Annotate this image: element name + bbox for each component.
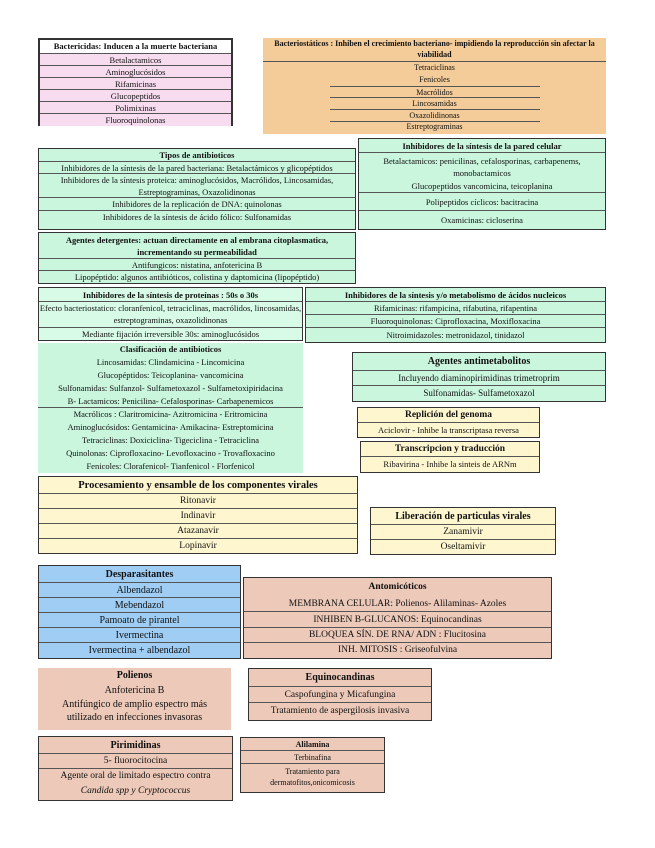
pared-title: Inhibidores de la síntesis de la pared celular — [359, 139, 605, 153]
list-item: Tetraciclinas — [414, 63, 455, 72]
list-item: Glucopeptidos — [40, 90, 231, 102]
list-item: 5- fluorocitocina — [39, 754, 232, 769]
list-item: Aminoglucósidos: Gentamicina- Amikacina- Estreptomicina — [67, 422, 274, 432]
bactericidas-table — [38, 38, 233, 126]
list-item: Lincosamidas: Clindamicina - Lincomicina — [96, 357, 245, 367]
list-item: Zanamivir — [371, 525, 555, 540]
list-item: Fenicoles — [419, 75, 450, 84]
list-item: Quinolonas: Ciprofloxacino- Levofloxacino - Trovafloxacino — [66, 448, 275, 458]
desparasitantes-table — [38, 565, 241, 659]
list-item: Caspofungina y Micafungina — [249, 687, 431, 703]
list-item: Estreptograminas — [406, 122, 463, 131]
list-item: Antifúngico de amplio espectro más utilizado en infecciones invasoras — [62, 699, 207, 723]
list-item: Rifamicinas — [40, 78, 231, 90]
list-item: Ribavirina - Inhibe la sinteis de ARNm — [383, 459, 517, 469]
list-item: Tratamiento de aspergilosis invasiva — [270, 706, 410, 716]
proteinas-table — [38, 287, 303, 341]
list-item: Fenicoles: Clorafenicol- Tianfenicol - Florfenicol — [86, 461, 255, 471]
transcripcion-title: Transcripcion y traducción — [361, 442, 539, 457]
list-item: MEMBRANA CELULAR: Polienos- Alilaminas- Azoles — [244, 596, 551, 612]
list-item: Oxamicinas: cicloserina — [441, 215, 523, 225]
list-item: Ivermectina — [39, 628, 240, 643]
list-item: Oxazolidinonas — [330, 110, 540, 122]
alilamina-title: Alilamina — [241, 738, 384, 751]
polienos-title: Polienos — [116, 670, 153, 681]
bacteriostaticos-title: Bacteriostáticos : Inhiben el crecimiento bacteriano- impidiendo la reproducción sin afectar la viabilidad — [263, 38, 606, 62]
list-item: Aminoglucósidos — [40, 66, 231, 78]
nucleicos-title: Inhibidores de la síntesis y/o metabolismo de ácidos nucleicos — [306, 288, 605, 302]
list-item: Efecto bacteriostatico: cloranfenicol, tetraciclinas, macrólidos, lincosamidas, estreptograminas, oxazolidinonas — [39, 302, 302, 328]
list-item: INHIBEN B-GLUCANOS: Equinocandinas — [244, 612, 551, 628]
list-item: Antifungicos: nistatina, anfotericina B — [39, 259, 355, 271]
transcripcion-table — [360, 441, 540, 473]
list-item: Glucopeptidos vancomicina, teicoplanina — [359, 179, 605, 193]
bacteriostaticos-table — [263, 38, 606, 134]
clasificacion-table — [38, 343, 303, 473]
liberacion-title: Liberación de particulas virales — [371, 508, 555, 525]
procesamiento-table — [38, 476, 358, 554]
antimicoticos-title: Antomicóticos — [368, 582, 427, 592]
procesamiento-title: Procesamiento y ensamble de los componentes virales — [39, 477, 357, 494]
list-item: Inhibidores de la replicación de DNA: quinolonas — [39, 198, 355, 211]
list-item: Mebendazol — [39, 598, 240, 613]
list-item: Aciclovir - Inhibe la transcriptasa reversa — [378, 425, 519, 435]
proteinas-title: Inhibidores de la síntesis de proteínas : 50s o 30s — [39, 288, 302, 302]
tipos-title: Tipos de antibioticos — [39, 149, 355, 162]
replicacion-title: Replición del genoma — [358, 408, 539, 423]
list-item: Albendazol — [39, 583, 240, 598]
list-item: Lincosamidas — [330, 98, 540, 110]
list-item: Terbinafina — [241, 751, 384, 764]
equinocandinas-title: Equinocandinas — [249, 669, 431, 687]
list-item: Mediante fijación irreversible 30s: aminoglucósidos — [81, 329, 260, 339]
pirimidinas-table — [38, 736, 233, 801]
list-item: Indinavir — [39, 509, 357, 524]
list-item: Lipopéptido: algunos antibióticos, colistina y daptomicina (lipopéptido) — [74, 272, 320, 282]
list-item: Oseltamivir — [440, 542, 486, 552]
list-item: Tratamiento para dermatofitos,onicomicosis — [270, 767, 355, 787]
list-item: Candida spp y Cryptococcus — [80, 786, 191, 796]
list-item: Atazanavir — [39, 524, 357, 539]
list-item: B- Lactamicos: Penicilina- Cefalosporinas- Carbapenemicos — [38, 395, 303, 408]
list-item: Rifamicinas: rifampicina, rifabutina, rifapentina — [306, 302, 605, 315]
list-item: BLOQUEA SÍN. DE RNA/ ADN : Flucitosina — [244, 628, 551, 643]
list-item: Ritonavir — [39, 494, 357, 509]
list-item: Macrólicos : Claritromicina- Azitromicina - Eritromicina — [73, 409, 268, 419]
list-item: Inhibidores de la síntesis de ácido fólico: Sulfonamidas — [102, 212, 292, 222]
detergentes-table — [38, 232, 356, 284]
list-item: Betalactamicos — [40, 54, 231, 66]
pared-table — [358, 138, 606, 230]
antimetabolitos-title: Agentes antimetabolitos — [353, 353, 605, 371]
pirimidinas-title: Pirimidinas — [39, 737, 232, 754]
list-item: Fluoroquinolonas: Ciprofloxacina, Moxifloxacina — [306, 315, 605, 328]
antimicoticos-table — [243, 577, 552, 659]
list-item: Polimixinas — [40, 102, 231, 114]
nucleicos-table — [305, 287, 606, 343]
list-item: Pamoato de pirantel — [39, 613, 240, 628]
list-item: INH. MITOSIS : Griseofulvina — [337, 645, 458, 655]
equinocandinas-table — [248, 668, 432, 721]
list-item: Nitroimidazoles: metronidazol, tinidazol — [386, 330, 525, 340]
list-item: Polipeptidos cíclicos: bacitracina — [359, 193, 605, 211]
list-item: Ivermectina + albendazol — [88, 645, 191, 656]
list-item: Sulfonamidas- Sulfametoxazol — [423, 388, 535, 398]
list-item: Lopinavir — [179, 541, 217, 551]
list-item: Glucopéptidos: Teicoplanina- vancomicina — [97, 370, 244, 380]
list-item: Agente oral de limitado espectro contra — [60, 771, 211, 781]
list-item: Anfotericina B — [104, 685, 165, 696]
desparasitantes-title: Desparasitantes — [39, 566, 240, 583]
antimetabolitos-table — [352, 352, 606, 402]
replicacion-table — [357, 407, 540, 438]
clasificacion-title: Clasificación de antibioticos — [119, 344, 222, 354]
list-item: Betalactamicos: penicilinas, cefalosporinas, carbapenems, monobactamicos — [383, 156, 581, 178]
tipos-table — [38, 148, 356, 230]
detergentes-title: Agentes detergentes: actuan directamente en al embrana citoplasmatica, incrementando su permeabilidad — [39, 233, 355, 259]
liberacion-table — [370, 507, 556, 555]
polienos-box — [38, 668, 231, 730]
alilamina-table — [240, 737, 385, 793]
list-item: Sulfonamidas: Sulfanzol- Sulfametoxazol - Sulfametoxipiridacina — [58, 383, 283, 393]
list-item: Tetraciclinas: Doxiciclina- Tigeciclina - Tetraciclina — [81, 435, 260, 445]
bactericidas-title: Bactericidas: Inducen a la muerte bacteriana — [40, 40, 231, 54]
list-item: Inhibidores de la síntesis proteica: aminoglucósidos, Macrólidos, Lincosamidas, Estreptograminas, Oxazolidinonas — [39, 174, 355, 198]
list-item: Macrólidos — [330, 86, 540, 98]
list-item: Inhibidores de la síntesis de la pared bacteriana: Betalactámicos y glicopéptidos — [39, 162, 355, 174]
list-item: Fluoroquinolonas — [40, 114, 231, 126]
list-item: Incluyendo diaminopirimidinas trimetroprim — [353, 371, 605, 386]
